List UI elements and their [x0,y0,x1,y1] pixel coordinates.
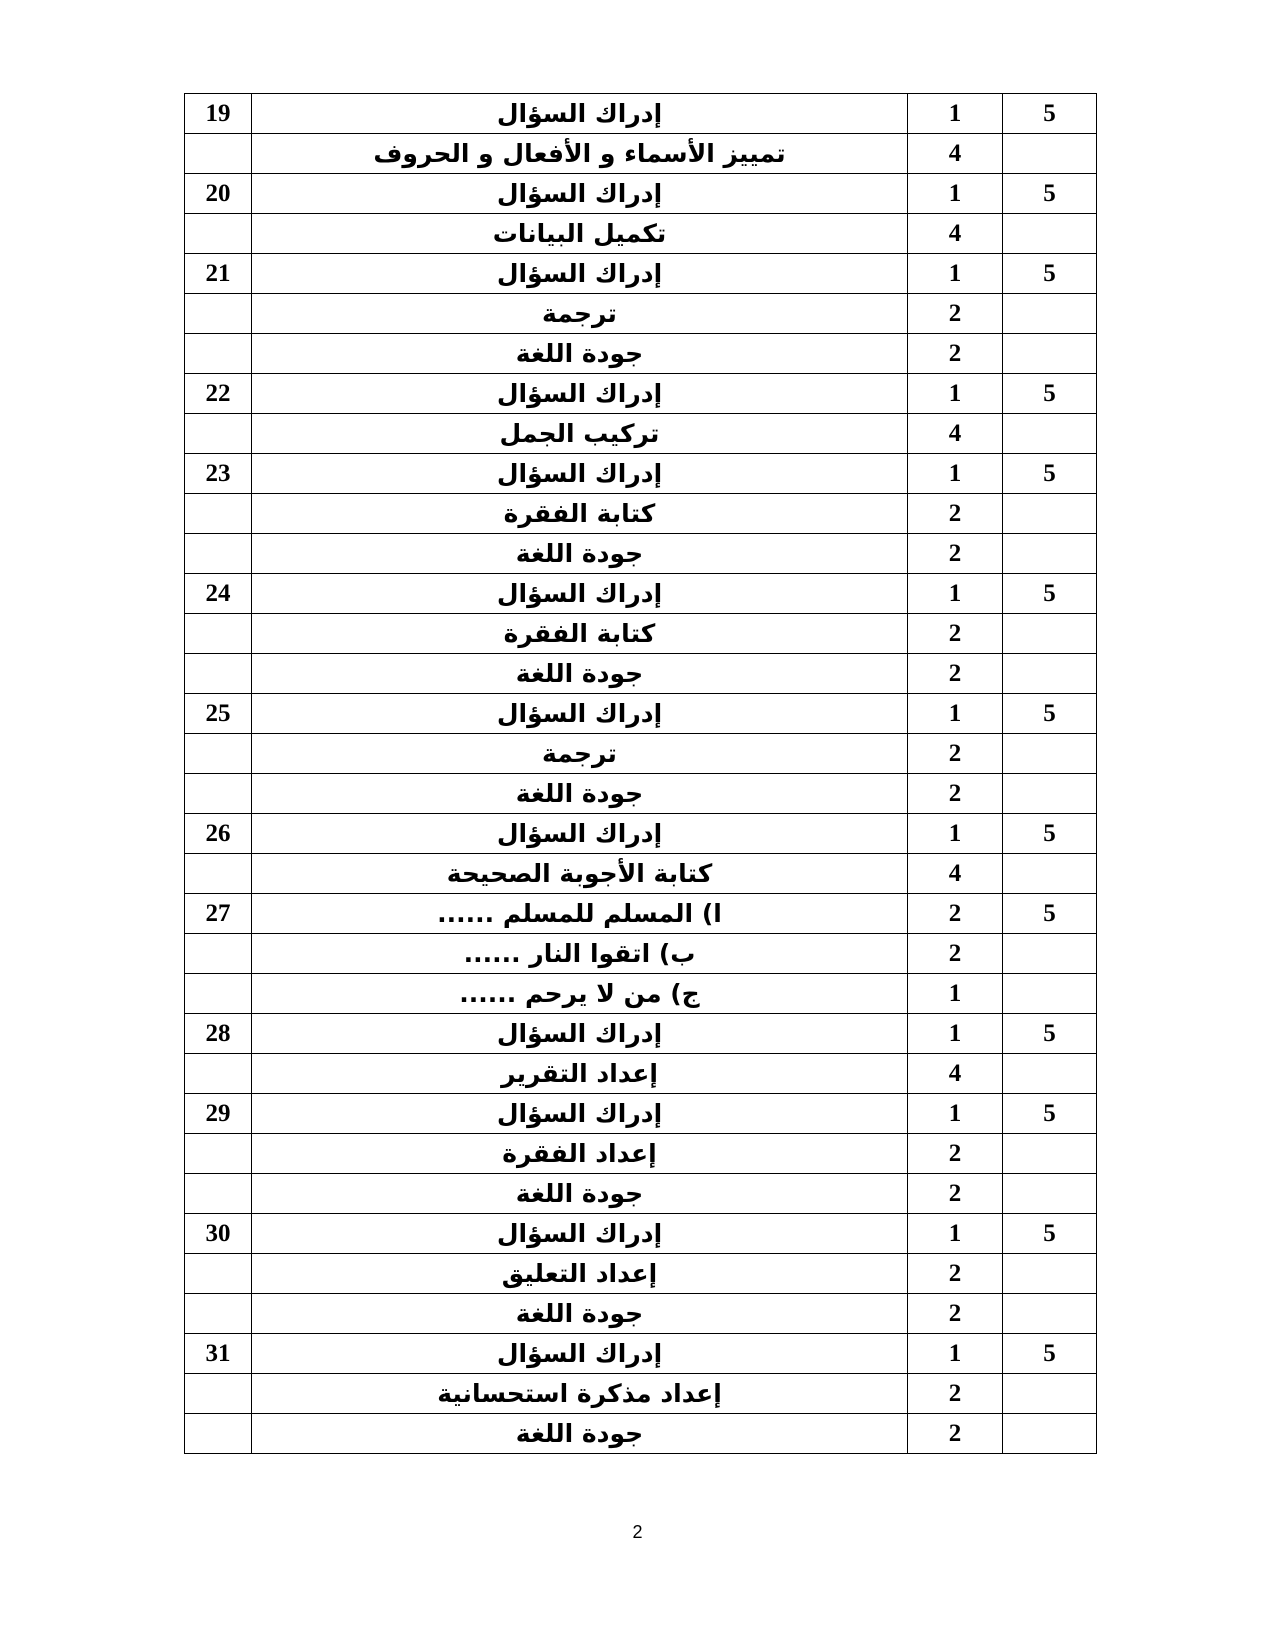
table-row [185,94,1097,134]
criterion-score-cell: 1 [908,1214,1003,1254]
criterion-cell: ج) من لا يرحم ...... [252,974,908,1014]
criterion-score-cell: 4 [908,214,1003,254]
criterion-cell: إدراك السؤال [252,1014,908,1054]
criterion-score-cell: 2 [908,334,1003,374]
question-number-cell: 28 [185,1014,252,1054]
question-number-cell [185,854,252,894]
criterion-cell: كتابة الأجوبة الصحيحة [252,854,908,894]
table-row [185,654,1097,694]
criterion-score-cell: 2 [908,654,1003,694]
question-total-cell: 5 [1003,174,1097,214]
question-number-cell [185,1294,252,1334]
table-row [185,574,1097,614]
table-row [185,1294,1097,1334]
table-row [185,1254,1097,1294]
question-number-cell [185,934,252,974]
question-total-cell [1003,974,1097,1014]
criterion-cell: إدراك السؤال [252,94,908,134]
criterion-cell: إدراك السؤال [252,1214,908,1254]
criterion-score-cell: 1 [908,974,1003,1014]
question-total-cell: 5 [1003,894,1097,934]
criterion-cell: جودة اللغة [252,334,908,374]
question-number-cell: 26 [185,814,252,854]
criterion-score-cell: 2 [908,1414,1003,1454]
question-number-cell [185,1134,252,1174]
question-number-cell: 21 [185,254,252,294]
criterion-cell: جودة اللغة [252,534,908,574]
question-total-cell [1003,414,1097,454]
criterion-score-cell: 1 [908,574,1003,614]
question-number-cell [185,1054,252,1094]
question-total-cell [1003,1054,1097,1094]
criterion-cell: إدراك السؤال [252,174,908,214]
question-number-cell [185,134,252,174]
question-total-cell [1003,534,1097,574]
table-row [185,254,1097,294]
question-number-cell: 27 [185,894,252,934]
table-row [185,494,1097,534]
criterion-cell: إعداد مذكرة استحسانية [252,1374,908,1414]
question-total-cell: 5 [1003,1014,1097,1054]
criterion-score-cell: 2 [908,734,1003,774]
criterion-cell: إدراك السؤال [252,1094,908,1134]
criterion-score-cell: 4 [908,414,1003,454]
criterion-cell: إعداد الفقرة [252,1134,908,1174]
question-total-cell [1003,214,1097,254]
criterion-score-cell: 1 [908,174,1003,214]
question-total-cell: 5 [1003,94,1097,134]
question-total-cell: 5 [1003,254,1097,294]
question-number-cell: 30 [185,1214,252,1254]
criterion-cell: ا) المسلم للمسلم ...... [252,894,908,934]
question-number-cell [185,734,252,774]
criterion-cell: ترجمة [252,734,908,774]
criterion-score-cell: 4 [908,854,1003,894]
table-row [185,1414,1097,1454]
table-row [185,334,1097,374]
question-total-cell: 5 [1003,454,1097,494]
criterion-score-cell: 4 [908,1054,1003,1094]
criterion-score-cell: 1 [908,694,1003,734]
criterion-score-cell: 2 [908,1254,1003,1294]
question-total-cell [1003,934,1097,974]
criterion-cell: إدراك السؤال [252,1334,908,1374]
criterion-score-cell: 1 [908,254,1003,294]
table-row [185,814,1097,854]
criterion-cell: جودة اللغة [252,654,908,694]
question-total-cell [1003,854,1097,894]
criterion-cell: إدراك السؤال [252,814,908,854]
criterion-score-cell: 1 [908,374,1003,414]
criterion-cell: كتابة الفقرة [252,494,908,534]
question-total-cell: 5 [1003,1214,1097,1254]
question-number-cell [185,534,252,574]
criterion-cell: إدراك السؤال [252,694,908,734]
criterion-cell: ترجمة [252,294,908,334]
question-number-cell [185,334,252,374]
criterion-score-cell: 2 [908,534,1003,574]
question-total-cell [1003,614,1097,654]
question-number-cell: 22 [185,374,252,414]
criterion-cell: إدراك السؤال [252,574,908,614]
question-total-cell [1003,734,1097,774]
criterion-score-cell: 2 [908,294,1003,334]
criterion-cell: إدراك السؤال [252,254,908,294]
table-row [185,1374,1097,1414]
question-number-cell: 24 [185,574,252,614]
table-row [185,614,1097,654]
criterion-score-cell: 2 [908,614,1003,654]
table-row [185,1334,1097,1374]
table-row [185,894,1097,934]
question-number-cell [185,654,252,694]
question-number-cell: 29 [185,1094,252,1134]
criterion-score-cell: 1 [908,814,1003,854]
question-total-cell: 5 [1003,374,1097,414]
question-total-cell [1003,1174,1097,1214]
table-row [185,1174,1097,1214]
table-row [185,734,1097,774]
criterion-score-cell: 2 [908,494,1003,534]
question-total-cell [1003,654,1097,694]
question-total-cell: 5 [1003,574,1097,614]
question-total-cell [1003,134,1097,174]
table-row [185,534,1097,574]
question-total-cell: 5 [1003,1094,1097,1134]
question-number-cell: 19 [185,94,252,134]
criterion-score-cell: 1 [908,1094,1003,1134]
criterion-score-cell: 2 [908,1374,1003,1414]
table-row [185,974,1097,1014]
question-total-cell: 5 [1003,1334,1097,1374]
criterion-score-cell: 1 [908,94,1003,134]
criterion-score-cell: 2 [908,1134,1003,1174]
criterion-cell: جودة اللغة [252,774,908,814]
table-row [185,414,1097,454]
criterion-cell: ب) اتقوا النار ...... [252,934,908,974]
table-row [185,694,1097,734]
question-total-cell [1003,774,1097,814]
table-row [185,934,1097,974]
criterion-score-cell: 2 [908,1294,1003,1334]
criterion-cell: إدراك السؤال [252,454,908,494]
question-total-cell: 5 [1003,694,1097,734]
table-row [185,1134,1097,1174]
criterion-score-cell: 1 [908,1334,1003,1374]
criterion-score-cell: 4 [908,134,1003,174]
criterion-cell: إدراك السؤال [252,374,908,414]
question-total-cell [1003,1294,1097,1334]
criterion-score-cell: 2 [908,894,1003,934]
question-number-cell [185,774,252,814]
criterion-score-cell: 2 [908,934,1003,974]
table-row [185,134,1097,174]
table-row [185,454,1097,494]
table-row [185,1214,1097,1254]
question-number-cell [185,414,252,454]
table-row [185,1094,1097,1134]
question-total-cell [1003,1254,1097,1294]
criterion-cell: جودة اللغة [252,1294,908,1334]
question-number-cell [185,614,252,654]
criterion-cell: تركيب الجمل [252,414,908,454]
table-body [185,94,1097,1454]
table-row [185,174,1097,214]
page-number: 2 [632,1522,643,1542]
criterion-score-cell: 1 [908,1014,1003,1054]
table-row [185,374,1097,414]
criterion-score-cell: 2 [908,774,1003,814]
criterion-cell: تمييز الأسماء و الأفعال و الحروف [252,134,908,174]
question-total-cell [1003,294,1097,334]
table-row [185,1014,1097,1054]
marking-scheme-table [184,93,1097,1454]
criterion-score-cell: 1 [908,454,1003,494]
question-number-cell [185,1414,252,1454]
question-number-cell: 25 [185,694,252,734]
question-number-cell [185,294,252,334]
table-row [185,774,1097,814]
question-number-cell [185,1374,252,1414]
question-total-cell [1003,334,1097,374]
question-number-cell [185,1174,252,1214]
table-row [185,1054,1097,1094]
question-number-cell [185,214,252,254]
table-row [185,294,1097,334]
question-total-cell: 5 [1003,814,1097,854]
table-row [185,214,1097,254]
question-number-cell: 23 [185,454,252,494]
question-number-cell [185,494,252,534]
criterion-score-cell: 2 [908,1174,1003,1214]
question-number-cell [185,1254,252,1294]
criterion-cell: إعداد التعليق [252,1254,908,1294]
question-total-cell [1003,1414,1097,1454]
criterion-cell: جودة اللغة [252,1174,908,1214]
question-total-cell [1003,1134,1097,1174]
criterion-cell: تكميل البيانات [252,214,908,254]
question-total-cell [1003,494,1097,534]
question-number-cell: 31 [185,1334,252,1374]
table-row [185,854,1097,894]
criterion-cell: كتابة الفقرة [252,614,908,654]
criterion-cell: جودة اللغة [252,1414,908,1454]
criterion-cell: إعداد التقرير [252,1054,908,1094]
question-number-cell: 20 [185,174,252,214]
question-total-cell [1003,1374,1097,1414]
question-number-cell [185,974,252,1014]
